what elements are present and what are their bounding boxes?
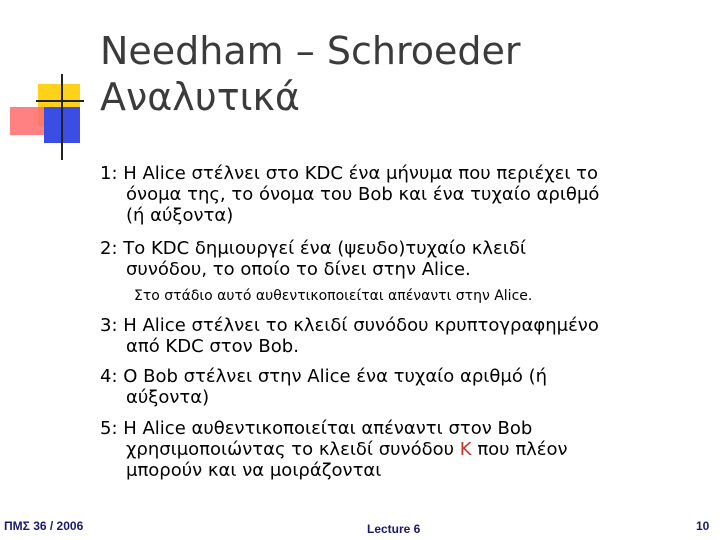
step-5-line-1: 5: H Alice αυθεντικοποιείται απέναντι στον Bob xyxy=(100,418,533,439)
step-5-line-3: μπορούν και να μοιράζονται xyxy=(126,460,382,481)
step-1-line-2: όνομα της, το όνομα του Bob και ένα τυχαίο αριθμό xyxy=(126,184,600,205)
step-3-line-2: από KDC στον Bob. xyxy=(126,336,299,357)
title-line-1: Needham – Schroeder xyxy=(100,29,521,73)
step-5-text-b: που πλέον xyxy=(471,439,568,460)
session-key-k: K xyxy=(459,439,472,460)
footer-page-number: 10 xyxy=(696,519,710,533)
step-2-note: Στο στάδιο αυτό αυθεντικοποιείται απέναντι στην Alice. xyxy=(134,288,533,304)
step-4-line-1: 4: O Bob στέλνει στην Alice ένα τυχαίο αριθμό (ή xyxy=(100,366,548,387)
step-2 xyxy=(100,238,700,280)
step-2-line-1: 2: Το KDC δημιουργεί ένα (ψευδο)τυχαίο κλειδί xyxy=(100,238,526,259)
step-2-line-2: συνόδου, το οποίο το δίνει στην Alice. xyxy=(126,259,471,280)
step-3-line-1: 3: H Alice στέλνει το κλειδί συνόδου κρυπτογραφημένο xyxy=(100,315,599,336)
step-1-line-3: (ή αύξοντα) xyxy=(126,205,234,226)
step-1 xyxy=(100,163,700,226)
step-5-line-2 xyxy=(100,439,700,460)
title-line-2: Αναλυτικά xyxy=(100,75,300,119)
step-5-text-a: χρησιμοποιώντας το κλειδί συνόδου xyxy=(126,439,460,460)
step-3 xyxy=(100,315,700,357)
step-4 xyxy=(100,366,700,408)
step-5 xyxy=(100,418,700,481)
step-4-line-2: αύξοντα) xyxy=(126,387,210,408)
step-1-line-1: 1: H Alice στέλνει στο KDC ένα μήνυμα που περιέχει το xyxy=(100,163,598,184)
slide-title xyxy=(100,28,700,120)
decor-horizontal-line xyxy=(36,100,84,102)
footer-course: ΠΜΣ 36 / 2006 xyxy=(4,519,84,533)
decor-vertical-line xyxy=(61,74,63,160)
footer-lecture: Lecture 6 xyxy=(367,522,421,536)
